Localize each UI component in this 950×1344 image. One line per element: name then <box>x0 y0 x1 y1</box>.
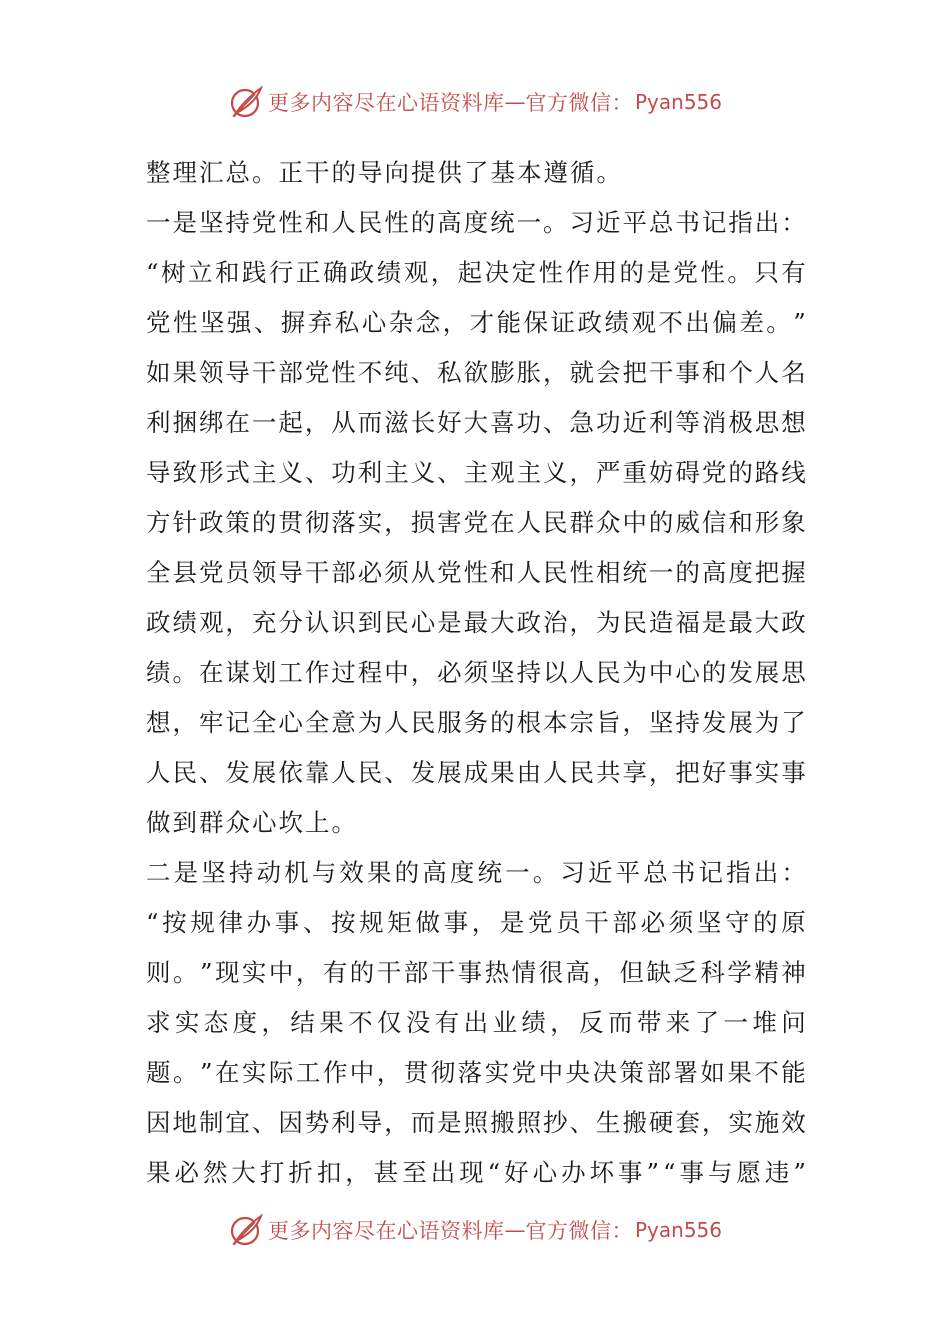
footer-wechat-label: 官方微信： <box>525 1219 633 1243</box>
footer-watermark <box>0 1208 950 1252</box>
text-line: 做到群众心坎上。 <box>146 808 358 837</box>
text-line: 政 绩 观 ， 充 分 认 识 到 民 心 是 最 大 政 治 ， 为 民 造 福 是 最 大 政 <box>146 608 806 637</box>
text-line: 方 针 政 策 的 贯 彻 落 实 ， 损 害 党 在 人 民 群 众 中 的 威 信 和 形 象 <box>146 508 806 537</box>
header-wechat-id: Pyan556 <box>634 90 722 114</box>
text-line: 二 是 坚 持 动 机 与 效 果 的 高 度 统 一 。 习 近 平 总 书 记 指 出 ： <box>146 858 806 887</box>
text-line: 利 捆 绑 在 一 起 ， 从 而 滋 长 好 大 喜 功 、 急 功 近 利 等 消 极 思 想 <box>146 408 806 437</box>
text-line: 果 必 然 大 打 折 扣 ， 甚 至 出 现 “ 好 心 办 坏 事 ” “ 事 与 愿 违 ” <box>146 1158 806 1187</box>
text-line: 整理汇总。正干的导向提供了基本遵循。 <box>146 158 623 187</box>
quill-pen-circle-icon <box>228 84 264 120</box>
footer-site-text: 更多内容尽在心语资料库 <box>267 1219 505 1243</box>
text-line: 绩 。 在 谋 划 工 作 过 程 中 ， 必 须 坚 持 以 人 民 为 中 心 的 发 展 思 <box>146 658 806 687</box>
text-line: 导 致 形 式 主 义 、 功 利 主 义 、 主 观 主 义 ， 严 重 妨 碍 党 的 路 线 <box>146 458 806 487</box>
text-line: 因 地 制 宜 、 因 势 利 导 ， 而 是 照 搬 照 抄 、 生 搬 硬 套 ， 实 施 效 <box>146 1108 806 1137</box>
text-line: 党 性 坚 强 、 摒 弃 私 心 杂 念 ， 才 能 保 证 政 绩 观 不 出 偏 差 。 ” <box>146 308 806 337</box>
footer-separator: — <box>504 1218 526 1242</box>
text-line: 想 ， 牢 记 全 心 全 意 为 人 民 服 务 的 根 本 宗 旨 ， 坚 持 发 展 为 了 <box>146 708 806 737</box>
header-site-text: 更多内容尽在心语资料库 <box>267 91 505 115</box>
text-line: 如 果 领 导 干 部 党 性 不 纯 、 私 欲 膨 胀 ， 就 会 把 干 事 和 个 人 名 <box>146 358 806 387</box>
header-separator: — <box>504 90 526 114</box>
text-line: 则 。 ” 现 实 中 ， 有 的 干 部 干 事 热 情 很 高 ， 但 缺 乏 科 学 精 神 <box>146 958 806 987</box>
header-watermark <box>0 80 950 124</box>
text-line: 全 县 党 员 领 导 干 部 必 须 从 党 性 和 人 民 性 相 统 一 的 高 度 把 握 <box>146 558 806 587</box>
header-wechat-label: 官方微信： <box>525 91 633 115</box>
quill-pen-circle-icon <box>228 1212 264 1248</box>
text-line: “ 树 立 和 践 行 正 确 政 绩 观 ， 起 决 定 性 作 用 的 是 党 性 。 只 有 <box>146 258 806 287</box>
footer-wechat-id: Pyan556 <box>634 1218 722 1242</box>
text-line: 一 是 坚 持 党 性 和 人 民 性 的 高 度 统 一 。 习 近 平 总 书 记 指 出 ： <box>146 208 806 237</box>
text-line: “ 按 规 律 办 事 、 按 规 矩 做 事 ， 是 党 员 干 部 必 须 坚 守 的 原 <box>146 908 806 937</box>
text-line: 求 实 态 度 ， 结 果 不 仅 没 有 出 业 绩 ， 反 而 带 来 了 一 堆 问 <box>146 1008 806 1037</box>
text-line: 题 。 ” 在 实 际 工 作 中 ， 贯 彻 落 实 党 中 央 决 策 部 署 如 果 不 能 <box>146 1058 806 1087</box>
text-line: 人 民 、 发 展 依 靠 人 民 、 发 展 成 果 由 人 民 共 享 ， 把 好 事 实 事 <box>146 758 806 787</box>
document-body <box>146 148 806 1198</box>
